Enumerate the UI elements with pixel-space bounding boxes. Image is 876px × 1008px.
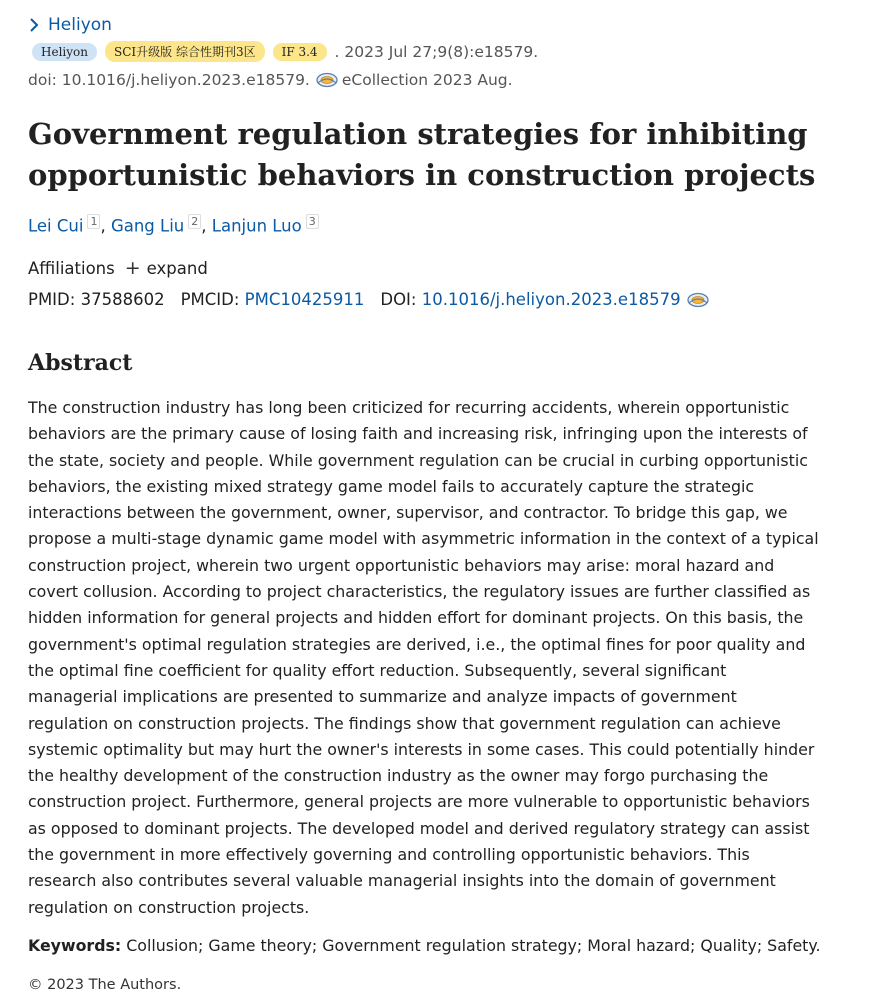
affiliations-toggle[interactable]	[28, 257, 208, 279]
author-affiliation-sup[interactable]: 3	[306, 214, 319, 229]
eye-icon	[316, 72, 338, 88]
author-link[interactable]: Gang Liu	[110, 216, 185, 236]
impact-factor-badge: IF 3.4	[273, 43, 327, 61]
citation-date: . 2023 Jul 27;9(8):e18579.	[334, 42, 539, 61]
article-title: Government regulation strategies for inhibiting opportunistic behaviors in construction projects	[28, 117, 816, 192]
expand-label[interactable]: expand	[146, 258, 208, 278]
author-separator: ,	[201, 216, 212, 236]
doi-link[interactable]: 10.1016/j.heliyon.2023.e18579	[421, 290, 681, 309]
author-link[interactable]: Lanjun Luo	[211, 216, 302, 236]
plus-icon: +	[124, 257, 141, 279]
pmid-value: 37588602	[80, 290, 165, 309]
citation-doi-row	[28, 71, 513, 89]
ecollection-text: eCollection 2023 Aug.	[341, 71, 513, 89]
journal-name[interactable]: Heliyon	[48, 15, 112, 35]
sci-badge: SCI升级版 综合性期刊3区	[105, 41, 265, 62]
author-link[interactable]: Lei Cui	[28, 216, 84, 236]
affiliations-label: Affiliations	[28, 258, 115, 278]
doi-label: DOI:	[380, 290, 417, 309]
journal-link[interactable]	[28, 15, 112, 35]
author-separator: ,	[100, 216, 111, 236]
abstract-heading: Abstract	[28, 350, 133, 376]
eye-icon	[687, 292, 709, 308]
keywords-label: Keywords:	[28, 936, 122, 955]
pmcid-link[interactable]: PMC10425911	[244, 290, 365, 309]
chevron-right-icon	[28, 15, 40, 35]
author-affiliation-sup[interactable]: 1	[87, 214, 100, 229]
keywords	[28, 936, 820, 955]
copyright: © 2023 The Authors.	[28, 977, 182, 993]
citation-doi: doi: 10.1016/j.heliyon.2023.e18579.	[28, 71, 310, 89]
badge-row	[32, 41, 538, 62]
pmcid-label: PMCID:	[180, 290, 240, 309]
journal-badge: Heliyon	[32, 43, 97, 61]
identifiers-row	[28, 290, 713, 309]
pmid-label: PMID:	[28, 290, 76, 309]
abstract-text: The construction industry has long been criticized for recurring accidents, wherein opportunistic behaviors are the primary cause of losing faith and increasing risk, infringing upon the interests of the state, society and people. While government regulation can be crucial in curbing opportunistic behaviors, the existing mixed strategy game model fails to accurately capture the strategic interactions between the government, owner, supervisor, and contractor. To bridge this gap, we propose a multi-stage dynamic game model with asymmetric information in the context of a typical construction project, wherein two urgent opportunistic behaviors may arise: moral hazard and covert collusion. According to project characteristics, the regulatory issues are further classified as hidden information for general projects and hidden effort for dominant projects. On this basis, the government's optimal regulation strategies are derived, i.e., the optimal fines for poor quality and the optimal fine coefficient for quality effort reduction. Subsequently, several significant managerial implications are presented to summarize and analyze impacts of government regulation on construction projects. The findings show that government regulation can achieve systemic optimality but may hurt the owner's interests in some cases. This could potentially hinder the healthy development of the construction industry as the owner may forgo purchasing the construction project. Furthermore, general projects are more vulnerable to opportunistic behaviors as opposed to dominant projects. The developed model and derived regulatory strategy can assist the government in more effectively governing and controlling opportunistic behaviors. This research also contributes several valuable managerial insights into the domain of government regulation on construction projects.	[28, 398, 819, 917]
author-list	[28, 215, 319, 236]
keywords-text: Collusion; Game theory; Government regulation strategy; Moral hazard; Quality; Safety.	[126, 936, 821, 955]
author-affiliation-sup[interactable]: 2	[188, 214, 201, 229]
